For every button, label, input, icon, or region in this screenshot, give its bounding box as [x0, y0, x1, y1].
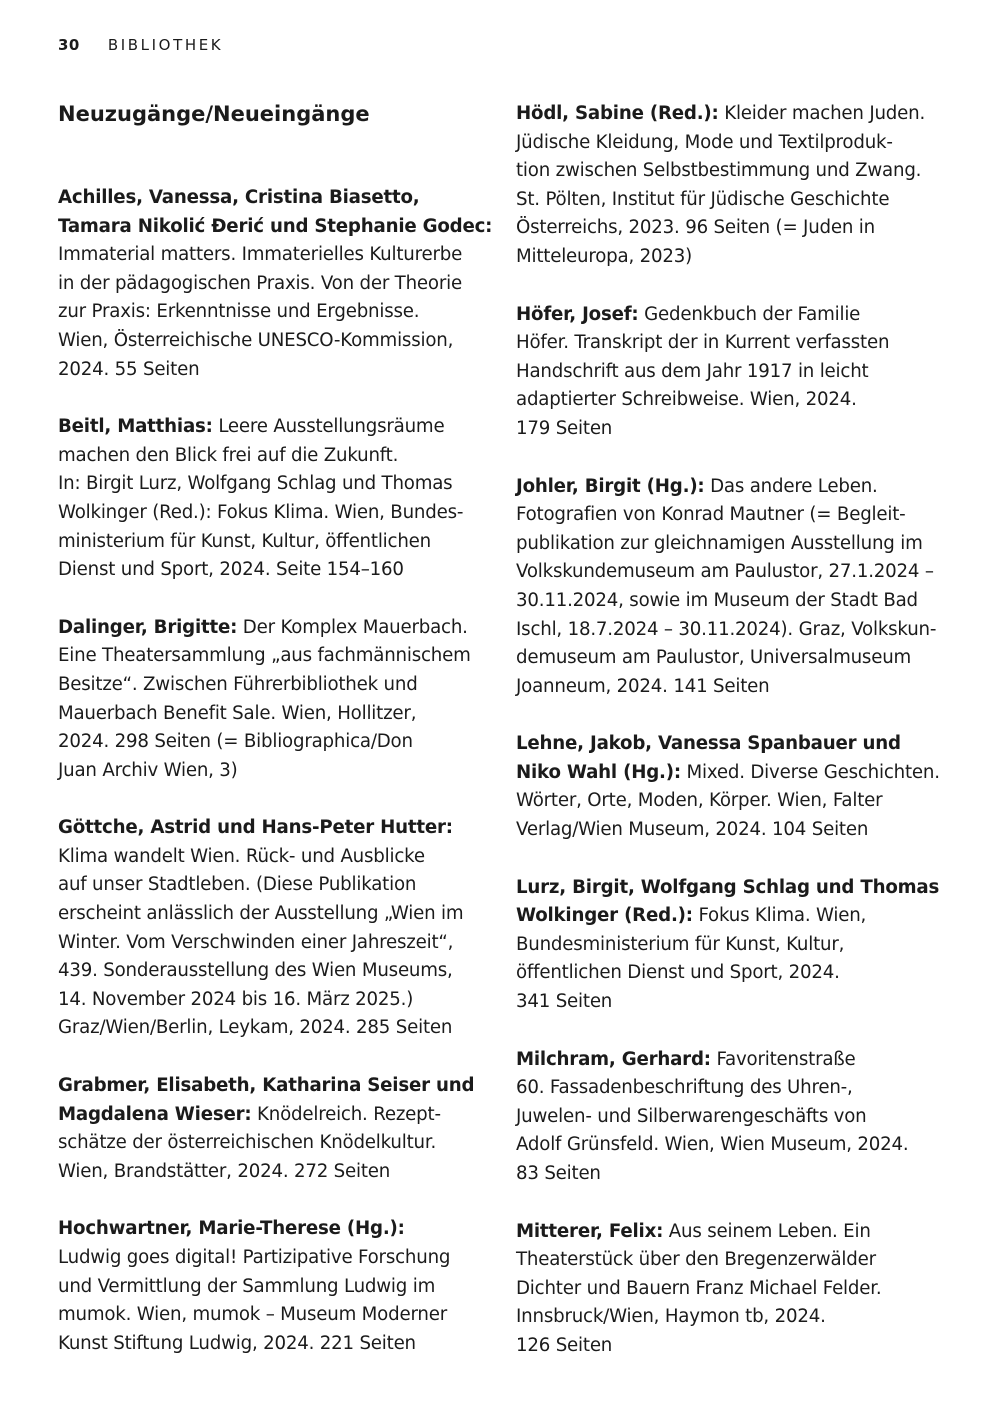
- entry-author: Johler, Birgit (Hg.):: [516, 475, 705, 497]
- entry-author: Mitterer, Felix:: [516, 1220, 664, 1242]
- entry-line: Jüdische Kleidung, Mode und Textilproduk-: [516, 131, 893, 153]
- entry-line: Wien, Österreichische UNESCO-Kommission,: [58, 329, 454, 351]
- left-entry-list: [58, 184, 494, 1358]
- entry-line: Adolf Grünsfeld. Wien, Wien Museum, 2024.: [516, 1134, 909, 1156]
- entry-line: Joanneum, 2024. 141 Seiten: [516, 675, 770, 697]
- entry-line: Mitteleuropa, 2023): [516, 245, 693, 267]
- bibliography-entry: [58, 614, 494, 786]
- bibliography-entry: [58, 1215, 494, 1358]
- section-name: BIBLIOTHEK: [107, 36, 224, 54]
- entry-line: Ludwig goes digital! Partizipative Forschung: [58, 1247, 451, 1268]
- entry-title-start: Kleider machen Juden.: [724, 103, 926, 124]
- entry-line: Klima wandelt Wien. Rück- und Ausblicke: [58, 845, 425, 867]
- entry-line: Verlag/Wien Museum, 2024. 104 Seiten: [516, 819, 869, 841]
- entry-line: 60. Fassadenbeschriftung des Uhren-,: [516, 1077, 853, 1099]
- entry-line: Ischl, 18.7.2024 – 30.11.2024). Graz, Volkskun-: [516, 618, 937, 640]
- entry-line: [58, 213, 494, 242]
- entry-line: auf unser Stadtleben. (Diese Publikation: [58, 874, 417, 896]
- entry-line: Graz/Wien/Berlin, Leykam, 2024. 285 Seiten: [58, 1017, 453, 1039]
- entry-title-start: Mixed. Diverse Geschichten.: [686, 761, 940, 783]
- entry-line: [516, 759, 952, 788]
- entry-line: Mauerbach Benefit Sale. Wien, Hollitzer,: [58, 702, 417, 724]
- entry-line: Winter. Vom Verschwinden einer Jahreszeit“,: [58, 931, 454, 953]
- entry-line: [58, 814, 494, 843]
- entry-line: Dichter und Bauern Franz Michael Felder.: [516, 1277, 882, 1299]
- entry-line: publikation zur gleichnamigen Ausstellung im: [516, 532, 923, 554]
- entry-line: Wolkinger (Red.): Fokus Klima. Wien, Bundes-: [58, 501, 464, 523]
- entry-line: Wörter, Orte, Moden, Körper. Wien, Falter: [516, 790, 883, 812]
- right-entry-list: [516, 100, 952, 1361]
- entry-title-start: Aus seinem Leben. Ein: [668, 1220, 871, 1242]
- entry-line: Eine Theatersammlung „aus fachmännischem: [58, 645, 471, 667]
- entry-line: [516, 100, 952, 129]
- entry-line: Dienst und Sport, 2024. Seite 154–160: [58, 559, 404, 581]
- entry-author: Wolkinger (Red.):: [516, 905, 693, 927]
- entry-line: Immaterial matters. Immaterielles Kulturerbe: [58, 244, 463, 266]
- bibliography-entry: [58, 1072, 494, 1186]
- entry-line: [516, 902, 952, 931]
- entry-line: 2024. 55 Seiten: [58, 358, 200, 380]
- bibliography-entry: [516, 1046, 952, 1189]
- entry-line: ministerium für Kunst, Kultur, öffentlichen: [58, 530, 431, 552]
- entry-line: schätze der österreichischen Knödelkultur.: [58, 1132, 437, 1154]
- entry-line: öffentlichen Dienst und Sport, 2024.: [516, 962, 840, 984]
- entry-author: Hochwartner, Marie-Therese (Hg.):: [58, 1218, 405, 1240]
- entry-author: Milchram, Gerhard:: [516, 1048, 711, 1070]
- entry-title-start: Gedenkbuch der Familie: [644, 303, 861, 325]
- entry-line: St. Pölten, Institut für Jüdische Geschichte: [516, 188, 890, 210]
- bibliography-entry: [516, 874, 952, 1017]
- entry-title-start: Favoritenstraße: [716, 1048, 856, 1070]
- entry-line: Besitze“. Zwischen Führerbibliothek und: [58, 673, 418, 695]
- entry-line: Theaterstück über den Bregenzerwälder: [516, 1249, 876, 1271]
- entry-line: Kunst Stiftung Ludwig, 2024. 221 Seiten: [58, 1332, 416, 1354]
- bibliography-entry: [58, 413, 494, 585]
- entry-line: mumok. Wien, mumok – Museum Moderner: [58, 1304, 447, 1326]
- entry-line: 83 Seiten: [516, 1163, 601, 1184]
- entry-line: 341 Seiten: [516, 991, 613, 1013]
- entry-line: [516, 301, 952, 330]
- bibliography-entry: [516, 100, 952, 272]
- bibliography-entry: [516, 301, 952, 444]
- entry-line: [58, 614, 494, 643]
- running-head: [58, 34, 223, 56]
- entry-line: Fotografien von Konrad Mautner (= Begleit-: [516, 504, 906, 526]
- entry-author: Achilles, Vanessa, Cristina Biasetto,: [58, 187, 420, 208]
- entry-line: Bundesministerium für Kunst, Kultur,: [516, 933, 845, 955]
- entry-author: Grabmer, Elisabeth, Katharina Seiser und: [58, 1075, 475, 1097]
- entry-line: 30.11.2024, sowie im Museum der Stadt Bad: [516, 589, 918, 611]
- entry-line: [516, 473, 952, 502]
- bibliography-entry: [516, 473, 952, 702]
- entry-title-start: Das andere Leben.: [710, 475, 878, 497]
- entry-author: Magdalena Wieser:: [58, 1103, 252, 1125]
- entry-line: machen den Blick frei auf die Zukunft.: [58, 444, 399, 466]
- entry-line: [58, 1215, 494, 1244]
- left-column: [58, 98, 494, 1387]
- entry-author: Göttche, Astrid und Hans-Peter Hutter:: [58, 817, 453, 839]
- entry-author: Tamara Nikolić Đerić und Stephanie Godec:: [58, 215, 493, 237]
- entry-line: Juwelen- und Silberwarengeschäfts von: [516, 1105, 867, 1127]
- entry-author: Hödl, Sabine (Red.):: [516, 103, 719, 124]
- entry-line: Wien, Brandstätter, 2024. 272 Seiten: [58, 1160, 391, 1182]
- entry-title-start: Leere Ausstellungsräume: [218, 416, 445, 438]
- entry-line: adaptierter Schreibweise. Wien, 2024.: [516, 389, 857, 411]
- entry-line: erscheint anlässlich der Ausstellung „Wien im: [58, 903, 464, 925]
- entry-line: [516, 730, 952, 759]
- entry-line: in der pädagogischen Praxis. Von der Theorie: [58, 272, 462, 294]
- entry-line: Volkskundemuseum am Paulustor, 27.1.2024 –: [516, 561, 934, 583]
- entry-line: [516, 1218, 952, 1247]
- entry-line: Innsbruck/Wien, Haymon tb, 2024.: [516, 1306, 826, 1328]
- entry-author: Dalinger, Brigitte:: [58, 616, 238, 638]
- page-number: 30: [58, 36, 80, 54]
- entry-line: 2024. 298 Seiten (= Bibliographica/Don: [58, 731, 413, 753]
- entry-title-start: Fokus Klima. Wien,: [698, 905, 867, 927]
- entry-line: demuseum am Paulustor, Universalmuseum: [516, 647, 912, 669]
- entry-author: Höfer, Josef:: [516, 303, 639, 325]
- entry-line: 439. Sonderausstellung des Wien Museums,: [58, 960, 453, 982]
- right-column: [516, 100, 952, 1390]
- entry-line: 179 Seiten: [516, 417, 613, 439]
- entry-line: zur Praxis: Erkenntnisse und Ergebnisse.: [58, 301, 420, 323]
- entry-title-start: Knödelreich. Rezept-: [257, 1103, 441, 1125]
- entry-line: [58, 1101, 494, 1130]
- entry-line: Österreichs, 2023. 96 Seiten (= Juden in: [516, 217, 875, 239]
- entry-author: Beitl, Matthias:: [58, 416, 213, 438]
- entry-author: Lehne, Jakob, Vanessa Spanbauer und: [516, 733, 901, 755]
- bibliography-entry: [58, 814, 494, 1043]
- entry-line: [58, 184, 494, 213]
- entry-line: In: Birgit Lurz, Wolfgang Schlag und Thomas: [58, 473, 453, 495]
- entry-author: Niko Wahl (Hg.):: [516, 761, 681, 783]
- entry-line: 126 Seiten: [516, 1334, 613, 1356]
- bibliography-entry: [58, 184, 494, 384]
- entry-line: 14. November 2024 bis 16. März 2025.): [58, 988, 414, 1010]
- entry-line: und Vermittlung der Sammlung Ludwig im: [58, 1275, 436, 1297]
- entry-title-start: Der Komplex Mauerbach.: [242, 616, 468, 638]
- entry-line: [516, 874, 952, 903]
- entry-line: [516, 1046, 952, 1075]
- entry-line: Juan Archiv Wien, 3): [58, 759, 238, 781]
- entry-line: [58, 1072, 494, 1101]
- entry-line: Höfer. Transkript der in Kurrent verfassten: [516, 332, 890, 354]
- entry-line: Handschrift aus dem Jahr 1917 in leicht: [516, 360, 869, 382]
- bibliography-entry: [516, 730, 952, 844]
- entry-line: [58, 413, 494, 442]
- entry-line: tion zwischen Selbstbestimmung und Zwang.: [516, 160, 922, 182]
- section-heading: Neuzugänge/Neueingänge: [58, 102, 370, 126]
- bibliography-entry: [516, 1218, 952, 1361]
- entry-author: Lurz, Birgit, Wolfgang Schlag und Thomas: [516, 876, 940, 898]
